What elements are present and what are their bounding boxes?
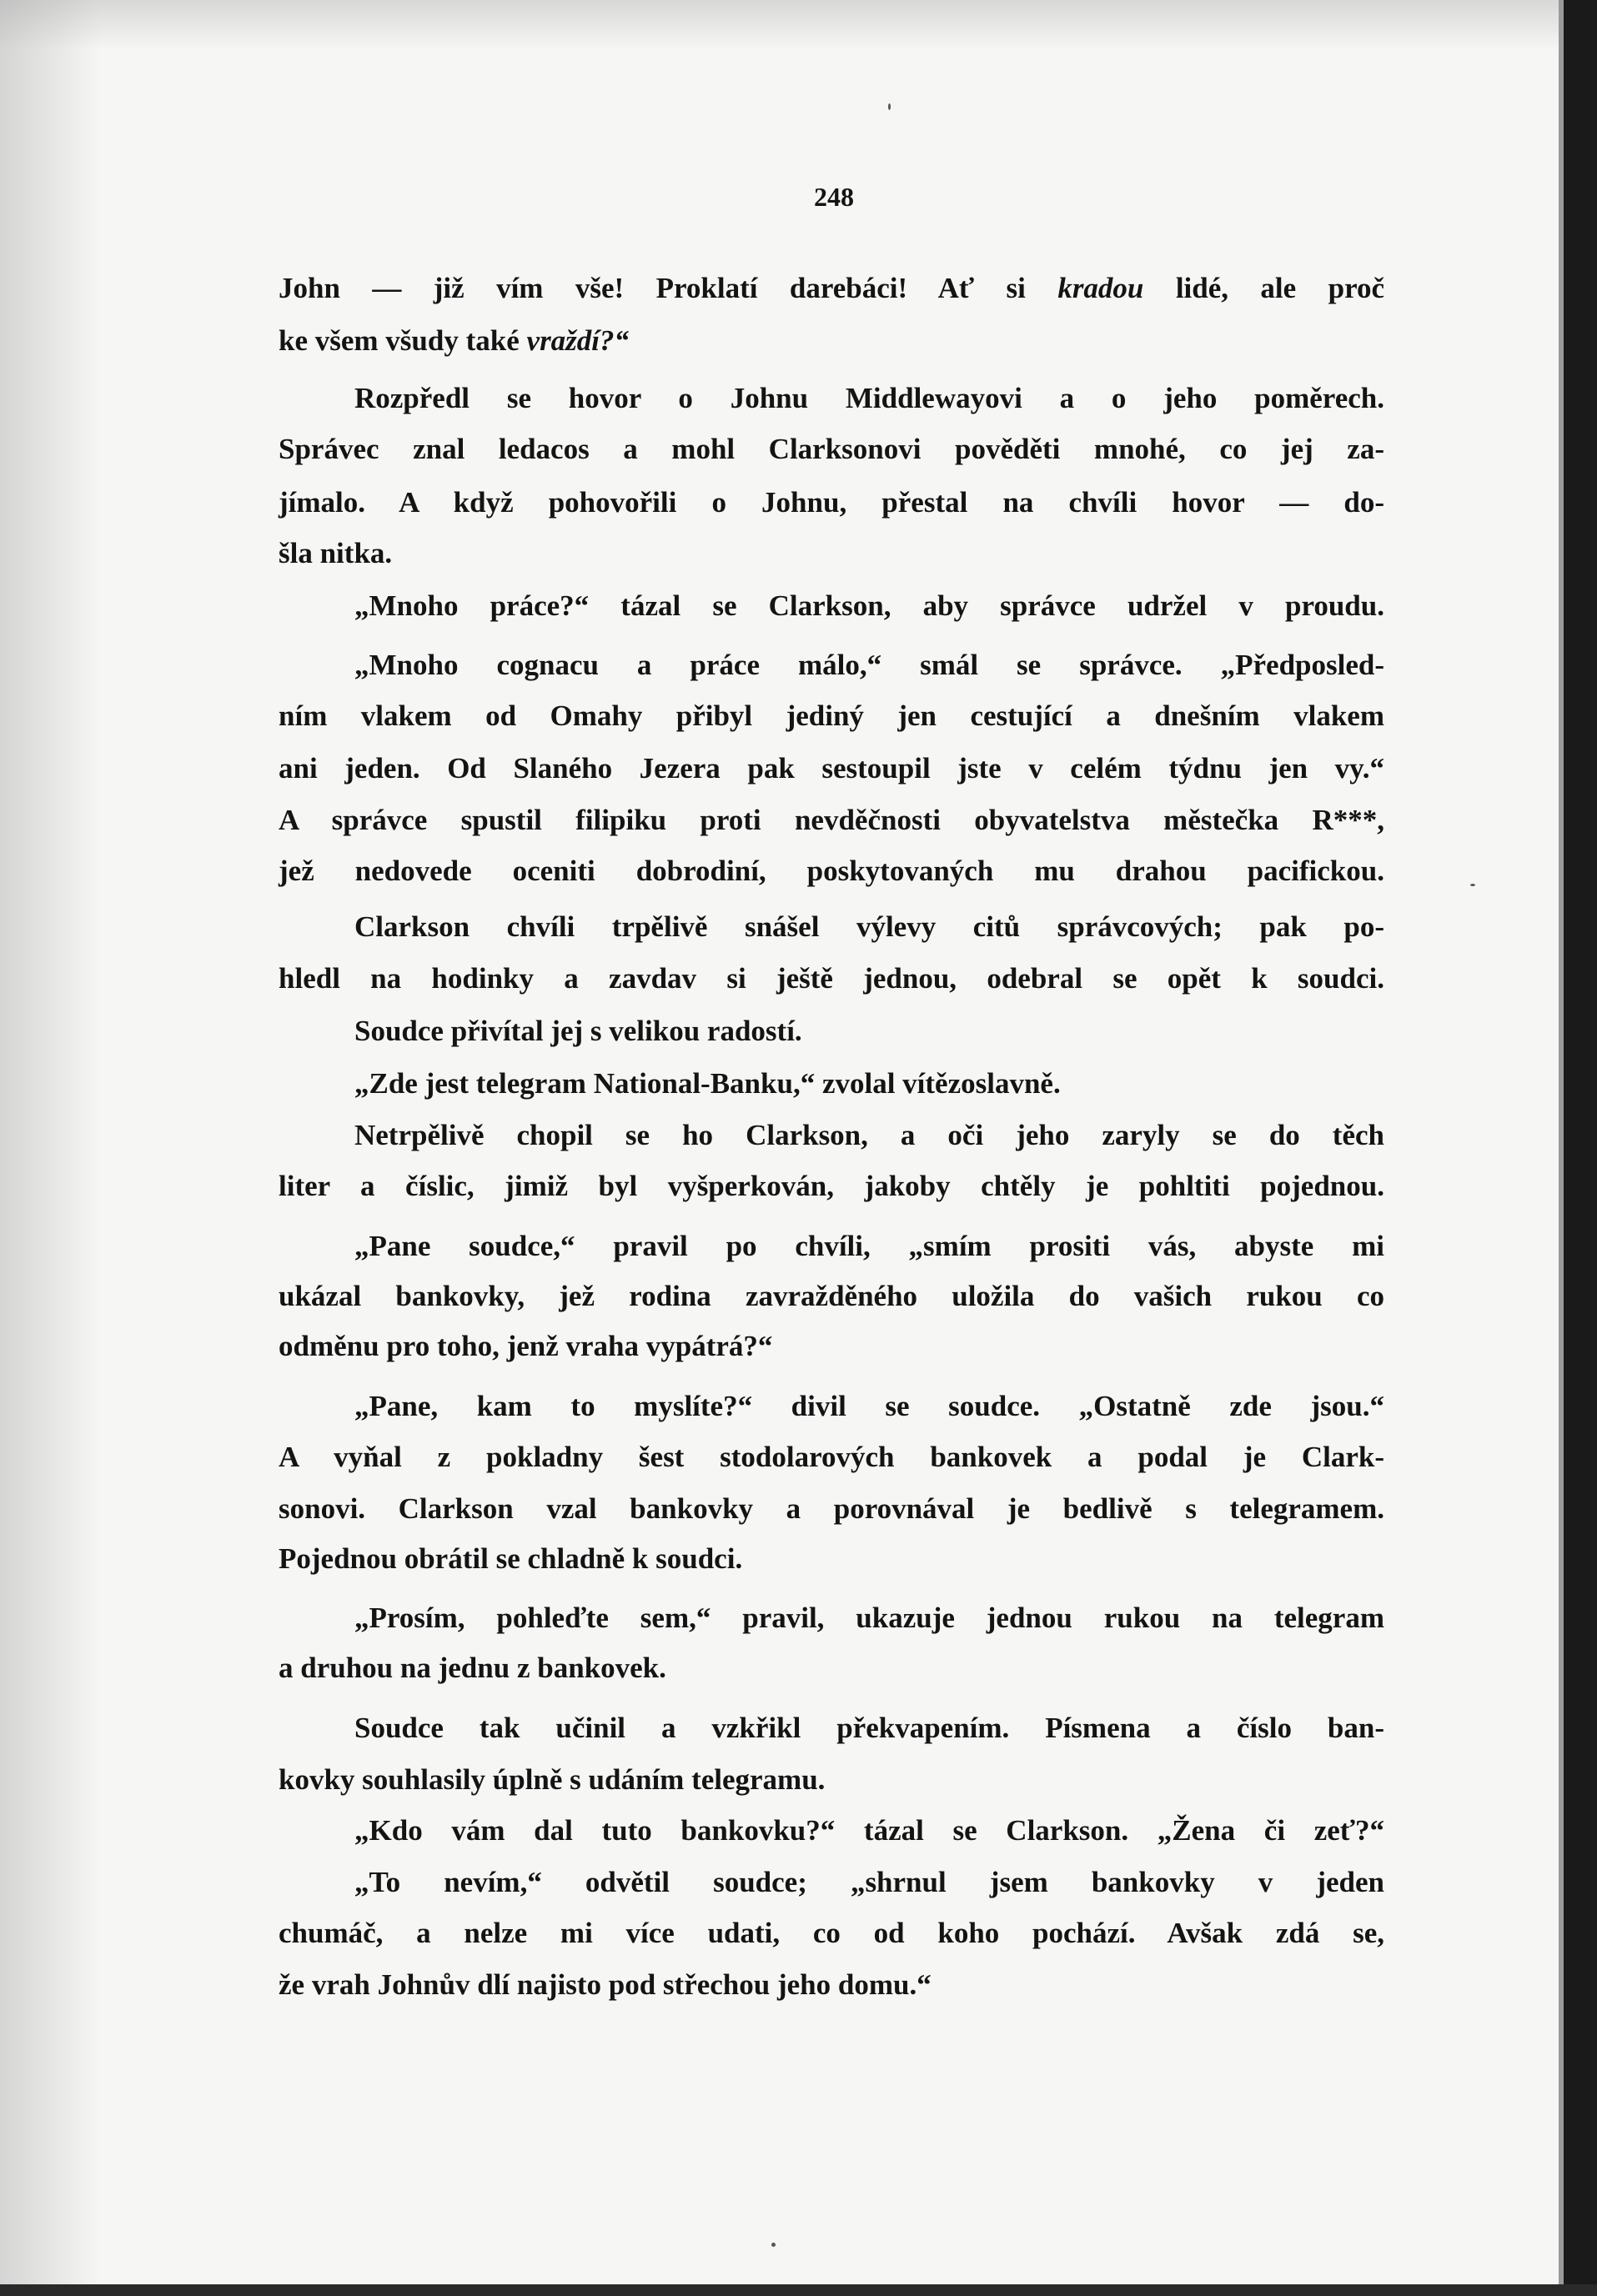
- text-line: [354, 1065, 1384, 1102]
- text-line: [279, 960, 1384, 997]
- text-line: [279, 1439, 1384, 1476]
- text-segment: Rozpředl se hovor o Johnu Middlewayovi a o jeho poměrech.: [354, 382, 1384, 414]
- text-segment: Clarkson chvíli trpělivě snášel výlevy citů správcových; pak po-: [354, 910, 1384, 943]
- text-line: [279, 853, 1384, 890]
- text-segment: Netrpělivě chopil se ho Clarkson, a oči jeho zaryly se do těch: [354, 1119, 1384, 1151]
- text-segment: Správec znal ledacos a mohl Clarksonovi pověděti mnohé, co jej za-: [279, 433, 1384, 465]
- text-segment: lidé, ale proč: [1143, 272, 1385, 304]
- text-line: [354, 1600, 1384, 1637]
- text-line: [279, 431, 1384, 468]
- text-segment: šla nitka.: [279, 537, 393, 569]
- text-line: [279, 1967, 1384, 2003]
- text-segment: „Mnoho práce?“ tázal se Clarkson, aby správce udržel v proudu.: [354, 589, 1384, 622]
- text-line: [354, 1710, 1384, 1747]
- text-line: [354, 588, 1384, 624]
- text-line: [279, 750, 1384, 787]
- text-line: [279, 270, 1384, 307]
- text-segment: jež nedovede oceniti dobrodiní, poskytovaných mu drahou pacifickou.: [279, 855, 1384, 887]
- text-segment: „Prosím, pohleďte sem,“ pravil, ukazuje jednou rukou na telegram: [354, 1602, 1384, 1634]
- text-line: [279, 323, 1384, 359]
- scan-border-bottom: [0, 2284, 1597, 2296]
- text-segment: sonovi. Clarkson vzal bankovky a porovnával je bedlivě s telegramem.: [279, 1492, 1384, 1525]
- text-segment: A správce spustil filipiku proti nevděčnosti obyvatelstva městečka R***,: [279, 804, 1384, 836]
- text-line: [354, 647, 1384, 684]
- text-line: [354, 1864, 1384, 1901]
- text-line: [279, 1491, 1384, 1527]
- text-line: [279, 1328, 1384, 1365]
- text-segment: „Pane, kam to myslíte?“ divil se soudce. „Ostatně zde jsou.“: [354, 1390, 1384, 1422]
- text-line: [279, 535, 1384, 572]
- text-line: [354, 1117, 1384, 1154]
- text-segment: liter a číslic, jimiž byl vyšperkován, jakoby chtěly je pohltiti pojednou.: [279, 1170, 1384, 1202]
- scan-speck: [771, 2243, 776, 2247]
- italic-text: kradou: [1057, 272, 1144, 304]
- text-segment: jímalo. A když pohovořili o Johnu, přestal na chvíli hovor — do-: [279, 486, 1384, 519]
- text-segment: Pojednou obrátil se chladně k soudci.: [279, 1542, 743, 1575]
- scan-speck: [1470, 884, 1475, 886]
- scan-speck: [888, 103, 891, 110]
- text-line: [354, 1812, 1384, 1849]
- page-shadow-left: [0, 0, 100, 2296]
- text-line: [354, 1388, 1384, 1425]
- page-number: 248: [814, 182, 854, 212]
- page-shadow-top: [0, 0, 1597, 50]
- text-line: [279, 1278, 1384, 1315]
- text-line: [354, 1013, 1384, 1050]
- text-line: [279, 1168, 1384, 1205]
- italic-text: vraždí?“: [526, 324, 630, 357]
- text-segment: ani jeden. Od Slaného Jezera pak sestoupil jste v celém týdnu jen vy.“: [279, 752, 1384, 785]
- text-segment: „To nevím,“ odvětil soudce; „shrnul jsem bankovky v jeden: [354, 1866, 1384, 1898]
- text-segment: odměnu pro toho, jenž vraha vypátrá?“: [279, 1330, 773, 1362]
- text-segment: kovky souhlasily úplně s udáním telegramu.: [279, 1763, 826, 1796]
- text-segment: ukázal bankovky, jež rodina zavražděného uložila do vašich rukou co: [279, 1280, 1384, 1312]
- text-line: [279, 484, 1384, 521]
- text-line: [354, 909, 1384, 945]
- text-line: [279, 1541, 1384, 1577]
- text-segment: ním vlakem od Omahy přibyl jediný jen cestující a dnešním vlakem: [279, 699, 1384, 732]
- scan-border-right: [1564, 0, 1597, 2296]
- text-segment: John — již vím vše! Proklatí darebáci! Ať si: [279, 272, 1058, 304]
- text-line: [279, 698, 1384, 734]
- text-segment: „Zde jest telegram National-Banku,“ zvolal vítězoslavně.: [354, 1067, 1061, 1100]
- text-segment: A vyňal z pokladny šest stodolarových bankovek a podal je Clark-: [279, 1441, 1384, 1473]
- text-segment: „Mnoho cognacu a práce málo,“ smál se správce. „Předposled-: [354, 649, 1384, 681]
- text-segment: a druhou na jednu z bankovek.: [279, 1652, 666, 1684]
- text-line: [279, 802, 1384, 839]
- text-segment: Soudce přivítal jej s velikou radostí.: [354, 1015, 802, 1047]
- text-segment: „Kdo vám dal tuto bankovku?“ tázal se Clarkson. „Žena či zeť?“: [354, 1814, 1384, 1847]
- text-segment: ke všem všudy také: [279, 324, 527, 357]
- text-line: [354, 380, 1384, 417]
- text-line: [354, 1228, 1384, 1265]
- text-line: [279, 1915, 1384, 1952]
- text-segment: že vrah Johnův dlí najisto pod střechou jeho domu.“: [279, 1968, 932, 2001]
- text-line: [279, 1762, 1384, 1798]
- text-segment: Soudce tak učinil a vzkřikl překvapením. Písmena a číslo ban-: [354, 1712, 1384, 1744]
- text-line: [279, 1650, 1384, 1687]
- text-segment: chumáč, a nelze mi více udati, co od koho pochází. Avšak zdá se,: [279, 1917, 1384, 1949]
- text-segment: „Pane soudce,“ pravil po chvíli, „smím prositi vás, abyste mi: [354, 1230, 1384, 1262]
- text-segment: hledl na hodinky a zavdav si ještě jednou, odebral se opět k soudci.: [279, 962, 1384, 995]
